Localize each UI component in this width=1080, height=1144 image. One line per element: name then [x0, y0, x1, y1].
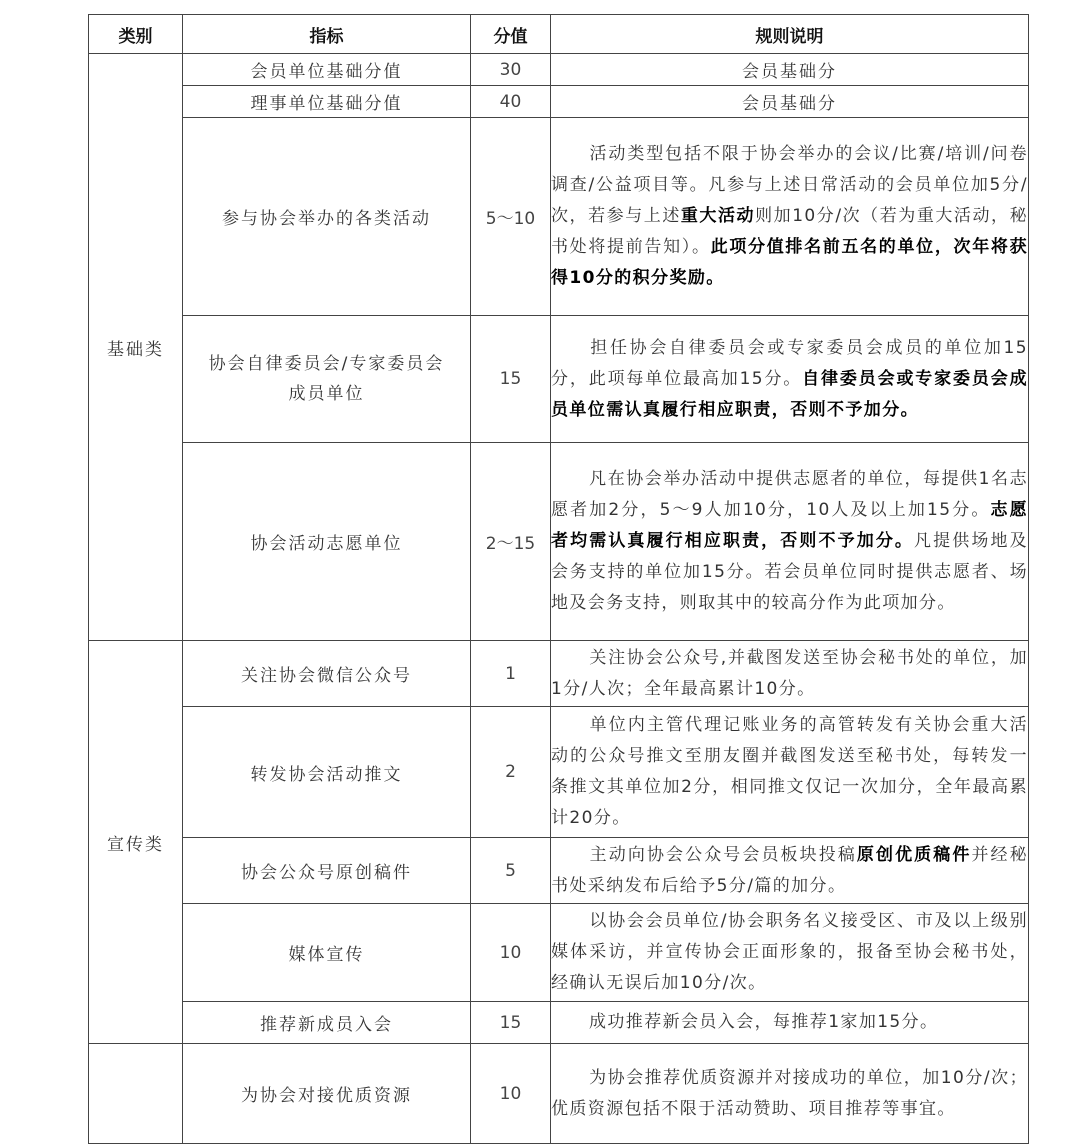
table-row	[89, 707, 1029, 838]
table-row	[89, 316, 1029, 443]
rule-text: 凡在协会举办活动中提供志愿者的单位，每提供1名志愿者加2分，5～9人加10分，10人及以上加15分。	[551, 469, 1028, 520]
header-row	[89, 15, 1029, 54]
rule-text: 为协会推荐优质资源并对接成功的单位，加10分/次；优质资源包括不限于活动赞助、项目推荐等事宜。	[551, 1067, 1028, 1119]
score-cell: 40	[471, 86, 551, 118]
rule-emphasis: 此项分值排名前五名的单位，次年将获得10分的积分奖励。	[551, 237, 1028, 288]
score-cell: 15	[471, 1002, 551, 1044]
indicator-cell: 协会公众号原创稿件	[183, 838, 471, 904]
table-row	[89, 86, 1029, 118]
category-publicity: 宣传类	[89, 641, 183, 1044]
rule-text: 成功推荐新会员入会，每推荐1家加15分。	[589, 1012, 939, 1032]
rule-cell	[551, 904, 1029, 1002]
rule-cell	[551, 443, 1029, 641]
rule-text: 凡提供场地及会务支持的单位加15分。若会员单位同时提供志愿者、场地及会务支持，则取其中的较高分作为此项加分。	[551, 531, 1028, 613]
rule-text: 担任协会自律委员会或专家委员会成员的单位加15分，此项每单位最高加15分。	[551, 337, 1028, 389]
rule-cell	[551, 1002, 1029, 1044]
header-score: 分值	[471, 15, 551, 54]
rule-cell	[551, 316, 1029, 443]
rule-text: 并经秘书处采纳发布后给予5分/篇的加分。	[551, 844, 1029, 896]
score-cell: 10	[471, 1044, 551, 1144]
score-cell: 10	[471, 904, 551, 1002]
category-basic: 基础类	[89, 54, 183, 641]
rule-emphasis: 原创优质稿件	[856, 844, 972, 865]
indicator-cell: 关注协会微信公众号	[183, 641, 471, 707]
indicator-cell: 协会活动志愿单位	[183, 443, 471, 641]
score-cell: 15	[471, 316, 551, 443]
indicator-line: 成员单位	[288, 384, 365, 404]
indicator-cell	[183, 316, 471, 443]
indicator-cell: 理事单位基础分值	[183, 86, 471, 118]
indicator-cell: 媒体宣传	[183, 904, 471, 1002]
rule-text: 关注协会公众号,并截图发送至协会秘书处的单位，加1分/人次；全年最高累计10分。	[551, 647, 1028, 699]
header-rule: 规则说明	[551, 15, 1029, 54]
table-row	[89, 54, 1029, 86]
score-cell: 5	[471, 838, 551, 904]
score-cell: 1	[471, 641, 551, 707]
rule-text: 以协会会员单位/协会职务名义接受区、市及以上级别媒体采访，并宣传协会正面形象的，报备至协会秘书处，经确认无误后加10分/次。	[551, 911, 1028, 993]
indicator-cell: 推荐新成员入会	[183, 1002, 471, 1044]
table-row	[89, 904, 1029, 1002]
rule-cell: 会员基础分	[551, 54, 1029, 86]
indicator-line: 协会自律委员会/专家委员会	[208, 354, 445, 374]
table-row	[89, 641, 1029, 707]
rule-cell	[551, 707, 1029, 838]
rule-cell	[551, 838, 1029, 904]
score-cell: 30	[471, 54, 551, 86]
rule-text: 则加10分/次（若为重大活动，秘书处将提前告知）。	[551, 206, 1028, 257]
rule-emphasis: 志愿者均需认真履行相应职责，否则不予加分。	[551, 500, 1028, 551]
header-indicator: 指标	[183, 15, 471, 54]
score-cell: 2～15	[471, 443, 551, 641]
table-row	[89, 1002, 1029, 1044]
rule-cell	[551, 118, 1029, 316]
rule-cell	[551, 641, 1029, 707]
indicator-cell: 参与协会举办的各类活动	[183, 118, 471, 316]
rule-cell: 会员基础分	[551, 86, 1029, 118]
header-category: 类别	[89, 15, 183, 54]
score-cell: 2	[471, 707, 551, 838]
rule-emphasis: 自律委员会或专家委员会成员单位需认真履行相应职责，否则不予加分。	[551, 368, 1028, 420]
indicator-cell: 会员单位基础分值	[183, 54, 471, 86]
rule-text: 活动类型包括不限于协会举办的会议/比赛/培训/问卷调查/公益项目等。凡参与上述日常活动的会员单位加5分/次，若参与上述	[551, 144, 1028, 226]
category-third	[89, 1044, 183, 1144]
indicator-cell: 转发协会活动推文	[183, 707, 471, 838]
table-row	[89, 118, 1029, 316]
table-row	[89, 838, 1029, 904]
score-table	[88, 14, 1029, 1144]
rule-cell	[551, 1044, 1029, 1144]
score-cell: 5～10	[471, 118, 551, 316]
table-row	[89, 1044, 1029, 1144]
rule-text: 主动向协会公众号会员板块投稿	[589, 844, 857, 865]
rule-emphasis: 重大活动	[680, 206, 756, 226]
table-row	[89, 443, 1029, 641]
rule-text: 单位内主管代理记账业务的高管转发有关协会重大活动的公众号推文至朋友圈并截图发送至秘书处，每转发一条推文其单位加2分，相同推文仅记一次加分，全年最高累计20分。	[551, 715, 1028, 828]
indicator-cell: 为协会对接优质资源	[183, 1044, 471, 1144]
